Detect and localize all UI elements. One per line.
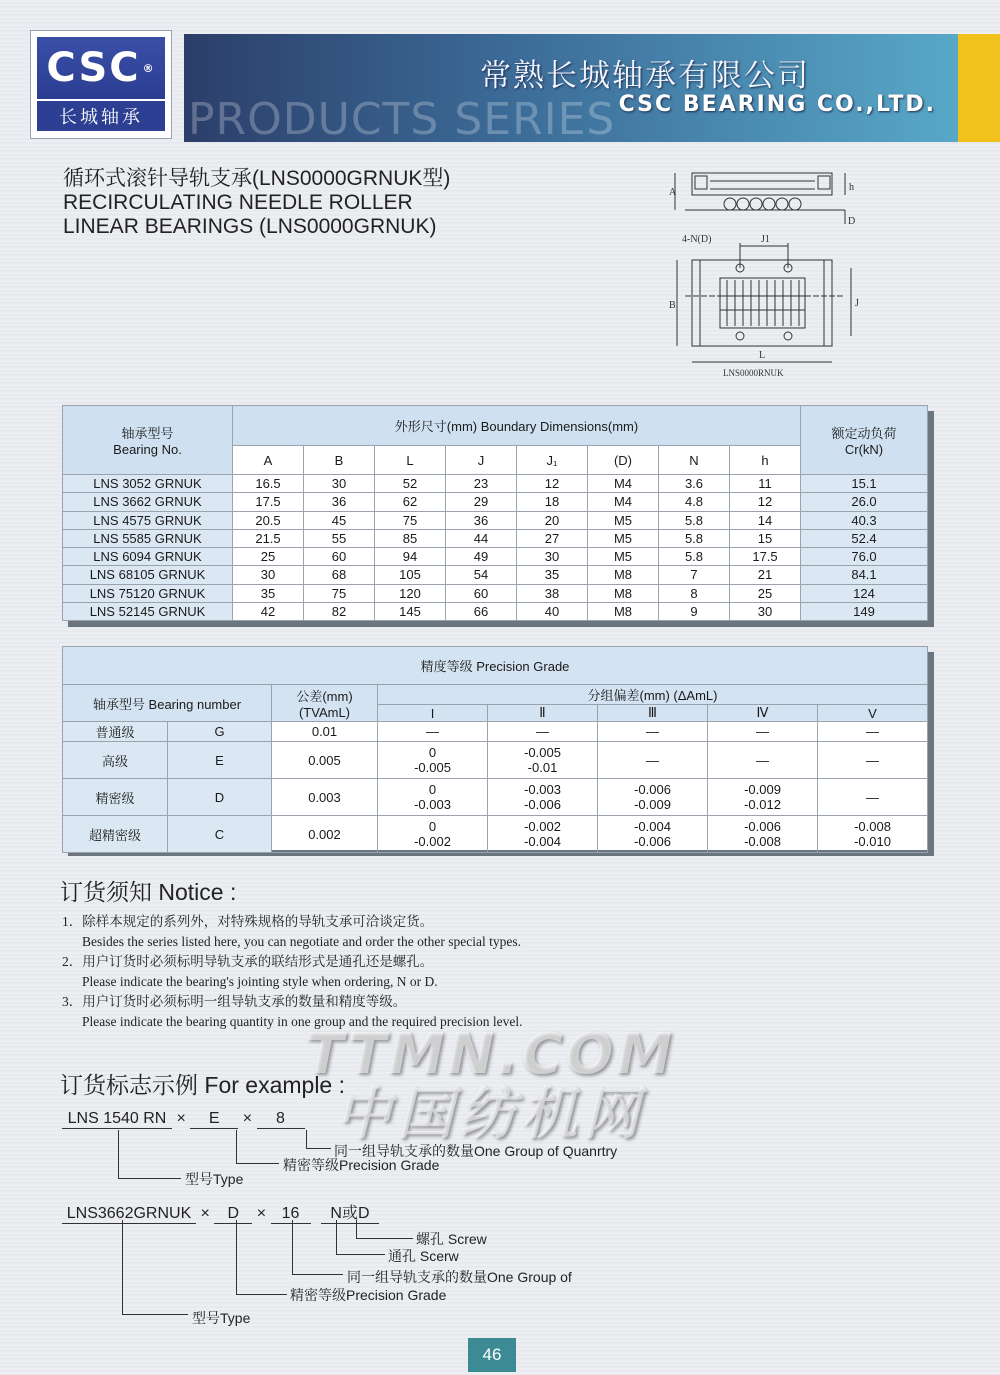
group-dev-cell: [488, 779, 598, 816]
example-heading: 订货标志示例 For example :: [60, 1072, 345, 1098]
dim-col-header: B: [304, 446, 375, 475]
page-title: [63, 167, 450, 239]
tolerance-header: [272, 685, 378, 722]
bearing-name-cell: LNS 52145 GRNUK: [63, 602, 233, 620]
dim-value-cell: 12: [730, 493, 801, 511]
group-dev-cell: [818, 742, 928, 779]
dev-lower: -0.002: [414, 834, 451, 849]
table-row: [63, 584, 928, 602]
group-dev-cell: [708, 779, 818, 816]
group-col-header: Ⅱ: [488, 705, 598, 722]
dim-value-cell: 5.8: [659, 511, 730, 529]
dev-lower: -0.005: [414, 760, 451, 775]
bearing-name-cell: LNS 75120 GRNUK: [63, 584, 233, 602]
dim-col-header: L: [375, 446, 446, 475]
ex1-times-2: ×: [242, 1110, 253, 1127]
group-dev-cell: [818, 722, 928, 742]
ex2-times-1: ×: [200, 1205, 210, 1222]
dim-value-cell: 54: [446, 566, 517, 584]
dev-lower: -0.008: [744, 834, 781, 849]
notice-item-en: Besides the series listed here, you can negotiate and order the other special types.: [82, 934, 521, 949]
group-col-header: I: [378, 705, 488, 722]
dim-value-cell: 85: [375, 529, 446, 547]
ex2-times-2: ×: [256, 1205, 267, 1222]
dim-value-cell: 20.5: [233, 511, 304, 529]
dim-value-cell: 15: [730, 529, 801, 547]
dev-lower: -0.003: [414, 797, 451, 812]
table-row: [63, 493, 928, 511]
bearing-name-cell: LNS 3662 GRNUK: [63, 493, 233, 511]
dev-upper: 0: [428, 782, 437, 797]
dev-upper: -0.008: [854, 819, 891, 834]
dim-value-cell: 36: [446, 511, 517, 529]
dim-value-cell: 30: [304, 475, 375, 493]
dim-value-cell: 21: [730, 566, 801, 584]
dim-h-label: h: [849, 182, 854, 193]
dim-value-cell: 60: [446, 584, 517, 602]
tolerance-cell: 0.003: [272, 779, 378, 816]
dev-upper: -0.005: [524, 745, 561, 760]
grade-code-cell: C: [168, 816, 272, 853]
dim-col-header: (D): [588, 446, 659, 475]
load-cn: 额定动负荷: [831, 426, 897, 441]
dim-value-cell: 42: [233, 602, 304, 620]
title-en-2: LINEAR BEARINGS (LNS0000GRNUK): [63, 215, 437, 238]
dim-D-label: D: [848, 216, 856, 227]
dim-col-header: h: [730, 446, 801, 475]
dev-upper: -0.002: [524, 819, 561, 834]
company-name-en: CSC BEARING CO.,LTD.: [618, 92, 936, 117]
tolerance-cn: 公差(mm): [296, 689, 353, 704]
watermark-line-1: TTMN.COM: [305, 1022, 675, 1087]
group-dev-cell: [378, 816, 488, 853]
ex2-through-label: 通孔 Scerw: [388, 1248, 459, 1264]
tolerance-cell: 0.002: [272, 816, 378, 853]
dim-value-cell: 35: [233, 584, 304, 602]
ex2-type-bracket: [122, 1220, 188, 1315]
dim-A-label: A: [669, 187, 677, 198]
page-number: 46: [468, 1338, 516, 1372]
dim-value-cell: M4: [588, 493, 659, 511]
bearing-drawing: [655, 148, 875, 380]
dim-value-cell: 29: [446, 493, 517, 511]
dev-upper: 0: [428, 819, 437, 834]
title-en-1: RECIRCULATING NEEDLE ROLLER: [63, 191, 413, 214]
dim-value-cell: 30: [730, 602, 801, 620]
ex2-screw-label: 螺孔 Screw: [416, 1231, 487, 1247]
bearing-no-cn: 轴承型号: [121, 426, 174, 441]
dev-lower: -0.006: [524, 797, 561, 812]
group-dev-cell: [818, 779, 928, 816]
group-dev-cell: [598, 816, 708, 853]
dim-value-cell: M4: [588, 475, 659, 493]
group-dev-cell: [488, 722, 598, 742]
boundary-dims-header: 外形尺寸(mm) Boundary Dimensions(mm): [233, 406, 801, 446]
table-row: [63, 779, 928, 816]
precision-table: [62, 646, 928, 850]
dim-value-cell: 35: [517, 566, 588, 584]
watermark-line-2: 中国纺机网: [335, 1082, 645, 1147]
grade-code-cell: E: [168, 742, 272, 779]
bearing-number-header: 轴承型号 Bearing number: [63, 685, 272, 722]
dim-value-cell: 3.6: [659, 475, 730, 493]
dim-col-header: J: [446, 446, 517, 475]
dev-upper: -0.006: [634, 782, 671, 797]
dim-J1-label: J1: [761, 234, 770, 245]
dev-upper: —: [646, 752, 659, 768]
load-value-cell: 124: [801, 584, 928, 602]
load-en: Cr(kN): [844, 442, 884, 457]
group-dev-cell: [488, 742, 598, 779]
table-row: [63, 722, 928, 742]
dim-value-cell: 27: [517, 529, 588, 547]
bearing-name-cell: LNS 3052 GRNUK: [63, 475, 233, 493]
ex1-type-bracket: [118, 1130, 181, 1179]
load-header: [801, 406, 928, 475]
table-row: [63, 548, 928, 566]
dim-value-cell: 105: [375, 566, 446, 584]
group-dev-cell: [488, 816, 598, 853]
dim-value-cell: 75: [375, 511, 446, 529]
group-dev-cell: [708, 722, 818, 742]
group-dev-cell: [598, 722, 708, 742]
ex1-grade-label: 精密等级Precision Grade: [283, 1157, 440, 1173]
dim-value-cell: 62: [375, 493, 446, 511]
dim-value-cell: 68: [304, 566, 375, 584]
dim-value-cell: 20: [517, 511, 588, 529]
group-dev-cell: [378, 779, 488, 816]
table-row: [63, 742, 928, 779]
dev-upper: —: [756, 752, 769, 768]
notice-item-en: Please indicate the bearing quantity in one group and the required precision level.: [82, 1014, 523, 1029]
logo-text: CSC: [46, 45, 141, 91]
dim-B-label: B: [669, 300, 676, 311]
title-cn: 循环式滚针导轨支承(LNS0000GRNUK型): [63, 167, 451, 190]
dim-col-header: J₁: [517, 446, 588, 475]
ex2-qty-bracket: [292, 1220, 343, 1275]
table-row: [63, 511, 928, 529]
dim-value-cell: 120: [375, 584, 446, 602]
ex1-qty-bracket: [306, 1130, 331, 1149]
group-dev-cell: [378, 742, 488, 779]
dim-value-cell: 75: [304, 584, 375, 602]
dim-value-cell: 17.5: [233, 493, 304, 511]
group-dev-cell: [708, 742, 818, 779]
dim-value-cell: 14: [730, 511, 801, 529]
header-banner: [184, 34, 958, 145]
notice-item-cn: 1．除样本规定的系列外，对特殊规格的导轨支承可洽谈定货。: [62, 914, 434, 929]
dim-value-cell: M8: [588, 584, 659, 602]
roller-circles: [724, 198, 801, 210]
dim-value-cell: 16.5: [233, 475, 304, 493]
bearing-name-cell: LNS 6094 GRNUK: [63, 548, 233, 566]
logo-cn-text: 长城轴承: [37, 101, 165, 131]
load-value-cell: 84.1: [801, 566, 928, 584]
grade-name-cell: 精密级: [63, 779, 168, 816]
grade-code-cell: G: [168, 722, 272, 742]
table-row: [63, 529, 928, 547]
ex1-grade: E: [190, 1110, 238, 1129]
notice-list: [62, 912, 522, 1032]
dim-value-cell: 5.8: [659, 529, 730, 547]
dim-value-cell: 44: [446, 529, 517, 547]
diagram-caption: LNS0000RNUK: [723, 368, 784, 378]
dev-upper: —: [536, 724, 549, 739]
dim-L-label: L: [759, 350, 766, 361]
dim-value-cell: 7: [659, 566, 730, 584]
ex2-qty: 16: [271, 1205, 311, 1224]
tolerance-cell: 0.005: [272, 742, 378, 779]
table-row: [63, 566, 928, 584]
tolerance-cell: 0.01: [272, 722, 378, 742]
company-name-cn: 常熟长城轴承有限公司: [480, 58, 810, 93]
dim-value-cell: 9: [659, 602, 730, 620]
dev-lower: -0.01: [527, 760, 558, 775]
ex1-grade-bracket: [236, 1130, 279, 1164]
grade-code-cell: D: [168, 779, 272, 816]
ex1-qty-label: 同一组导轨支承的数量One Group of Quanrtry: [334, 1143, 618, 1159]
dim-value-cell: 60: [304, 548, 375, 566]
dimensions-table: [62, 405, 928, 621]
dim-value-cell: M8: [588, 566, 659, 584]
load-value-cell: 26.0: [801, 493, 928, 511]
group-dev-cell: [598, 779, 708, 816]
group-dev-cell: [818, 816, 928, 853]
load-value-cell: 149: [801, 602, 928, 620]
group-dev-cell: [598, 742, 708, 779]
company-logo: [30, 30, 172, 139]
dim-value-cell: 38: [517, 584, 588, 602]
dim-value-cell: 94: [375, 548, 446, 566]
group-dev-header: 分组偏差(mm) (ΔAmL): [378, 685, 928, 705]
dev-upper: —: [866, 724, 879, 739]
dev-lower: -0.010: [854, 834, 891, 849]
bearing-no-en: Bearing No.: [113, 442, 182, 457]
bearing-no-header: [63, 406, 233, 475]
ex2-type-label: 型号Type: [192, 1310, 251, 1326]
dim-value-cell: 52: [375, 475, 446, 493]
dev-upper: —: [426, 724, 439, 739]
dim-value-cell: 49: [446, 548, 517, 566]
dev-upper: —: [866, 789, 879, 805]
dev-upper: -0.009: [744, 782, 781, 797]
dev-lower: -0.009: [634, 797, 671, 812]
dim-value-cell: 25: [233, 548, 304, 566]
dim-value-cell: 18: [517, 493, 588, 511]
example-1-code: [62, 1110, 305, 1129]
dim-value-cell: 55: [304, 529, 375, 547]
dev-upper: -0.004: [634, 819, 671, 834]
dim-value-cell: 145: [375, 602, 446, 620]
table-row: [63, 602, 928, 620]
dim-value-cell: M5: [588, 529, 659, 547]
dev-lower: -0.004: [524, 834, 561, 849]
group-dev-cell: [378, 722, 488, 742]
dev-upper: -0.003: [524, 782, 561, 797]
grade-name-cell: 普通级: [63, 722, 168, 742]
group-col-header: Ⅲ: [598, 705, 708, 722]
dev-upper: —: [646, 724, 659, 739]
dim-value-cell: 5.8: [659, 548, 730, 566]
dim-value-cell: 82: [304, 602, 375, 620]
dev-upper: -0.006: [744, 819, 781, 834]
dim-4N-label: 4-N(D): [682, 234, 712, 245]
group-dev-cell: [708, 816, 818, 853]
notice-heading: 订货须知 Notice :: [60, 879, 237, 905]
dim-col-header: A: [233, 446, 304, 475]
dim-value-cell: 21.5: [233, 529, 304, 547]
ex2-model: LNS3662GRNUK: [62, 1205, 196, 1224]
group-col-header: V: [818, 705, 928, 722]
dim-value-cell: 4.8: [659, 493, 730, 511]
bearing-name-cell: LNS 4575 GRNUK: [63, 511, 233, 529]
top-view-body: [692, 260, 832, 346]
bearing-name-cell: LNS 5585 GRNUK: [63, 529, 233, 547]
dim-value-cell: 45: [304, 511, 375, 529]
dev-lower: -0.006: [634, 834, 671, 849]
dim-value-cell: 36: [304, 493, 375, 511]
ex2-through-bracket: [336, 1220, 385, 1255]
dim-value-cell: 66: [446, 602, 517, 620]
side-view-body: [692, 173, 832, 195]
dim-J-label: J: [855, 298, 859, 309]
dim-value-cell: 23: [446, 475, 517, 493]
logo-registered: ®: [142, 61, 156, 75]
ex1-times-1: ×: [176, 1110, 186, 1127]
dev-lower: -0.012: [744, 797, 781, 812]
dim-col-header: N: [659, 446, 730, 475]
dim-value-cell: 11: [730, 475, 801, 493]
logo-mark: [37, 37, 165, 99]
products-series-text: PRODUCTS SERIES: [188, 94, 616, 145]
dim-value-cell: 30: [517, 548, 588, 566]
notice-item-cn: 2．用户订货时必须标明导轨支承的联结形式是通孔还是螺孔。: [62, 954, 434, 969]
load-value-cell: 40.3: [801, 511, 928, 529]
ex1-model: LNS 1540 RN: [62, 1110, 172, 1129]
load-value-cell: 52.4: [801, 529, 928, 547]
dev-upper: —: [866, 752, 879, 768]
ex1-type-label: 型号Type: [185, 1171, 244, 1187]
load-value-cell: 15.1: [801, 475, 928, 493]
roller-lines: [727, 280, 799, 326]
bearing-name-cell: LNS 68105 GRNUK: [63, 566, 233, 584]
group-col-header: Ⅳ: [708, 705, 818, 722]
dim-value-cell: 12: [517, 475, 588, 493]
ex2-grade-label: 精密等级Precision Grade: [290, 1287, 447, 1303]
dim-value-cell: 25: [730, 584, 801, 602]
grade-name-cell: 超精密级: [63, 816, 168, 853]
dim-value-cell: 30: [233, 566, 304, 584]
precision-title: 精度等级 Precision Grade: [63, 647, 928, 685]
ex2-grade: D: [214, 1205, 252, 1224]
dim-value-cell: 40: [517, 602, 588, 620]
dim-value-cell: M5: [588, 548, 659, 566]
banner-accent: [958, 34, 1000, 142]
ex1-qty: 8: [257, 1110, 305, 1129]
notice-item-cn: 3．用户订货时必须标明一组导轨支承的数量和精度等级。: [62, 994, 407, 1009]
tolerance-en: (TVAmL): [298, 705, 351, 720]
ex2-qty-label: 同一组导轨支承的数量One Group of: [347, 1269, 572, 1285]
dim-value-cell: 17.5: [730, 548, 801, 566]
dev-upper: 0: [428, 745, 437, 760]
notice-item-en: Please indicate the bearing's jointing style when ordering, N or D.: [82, 974, 438, 989]
load-value-cell: 76.0: [801, 548, 928, 566]
dim-value-cell: M8: [588, 602, 659, 620]
dim-value-cell: M5: [588, 511, 659, 529]
table-row: [63, 475, 928, 493]
grade-name-cell: 高级: [63, 742, 168, 779]
dim-value-cell: 8: [659, 584, 730, 602]
table-row: [63, 816, 928, 853]
mounting-holes: [736, 264, 792, 340]
dev-upper: —: [756, 724, 769, 739]
ex2-style: N或D: [321, 1200, 379, 1224]
ex2-grade-bracket: [236, 1220, 287, 1295]
